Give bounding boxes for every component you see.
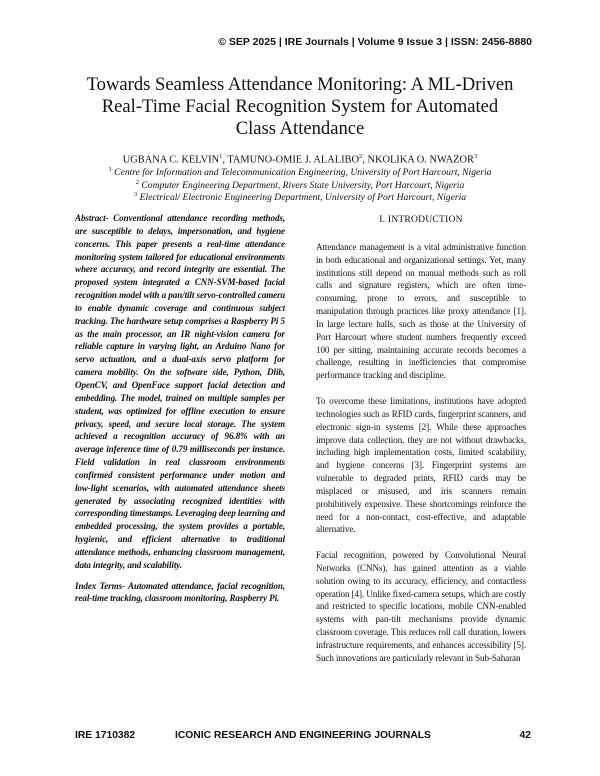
page-footer: [0, 730, 600, 744]
journal-header: © SEP 2025 | IRE Journals | Volume 9 Issue 3 | ISSN: 2456-8880: [218, 36, 532, 48]
section-heading: I. INTRODUCTION: [379, 214, 463, 225]
page-number: 42: [519, 730, 531, 741]
affiliation: [40, 189, 560, 204]
author-name: UGBANA C. KELVIN: [122, 154, 220, 166]
affiliation-sup: 1: [108, 166, 112, 173]
affiliation-sup: 3: [133, 191, 138, 198]
abstract-text: Abstract- Conventional attendance recording methods, are susceptible to delays, impersonation, and hygiene concerns. This paper presents a real-time attendance monitoring system tailored for educational environments where accuracy, and record integrity are essential. The proposed system integrated a CNN-SVM-based facial recognition model with a pan/tilt servo-controlled camera to enable dynamic coverage and continuous subject tracking. The hardware setup comprises a Raspberry Pi 5 as the main processor, an IR night-vision camera for reliable capture in varying light, an Arduino Nano for servo actuation, and a dual-axis servo platform for camera mobility. On the software side, Python, Dlib, OpenCV, and OpenFace support facial detection and embedding. The model, trained on multiple samples per student, was optimized for offline execution to ensure privacy, speed, and secure local storage. The system achieved a recognition accuracy of 96.8% with an average inference time of 0.79 milliseconds per instance. Field validation in real classroom environments confirmed consistent performance under motion and low-light scenarios, with automated attendance sheets generated by associating recognized identities with corresponding timestamps. Leveraging deep learning and embedded processing, the system provides a portable, hygienic, and efficient alternative to traditional attendance methods, enhancing classroom management, data integrity, and scalability.: [75, 213, 285, 570]
body-paragraph: Facial recognition, powered by Convolutional Neural Networks (CNNs), has gained attention as a viable solution owing to its accuracy, efficiency, and contactless operation [4]. Unlike fixed-camera setups, which are costly and restricted to specific locations, mobile CNN-enabled systems with pan-tilt mechanisms provide dynamic classroom coverage. This reduces roll call duration, lowers infrastructure requirements, and enhances accessibility [5]. Such innovations are particularly relevant in Sub-Saharan: [316, 550, 526, 663]
introduction-column: [316, 214, 526, 678]
author-sup: 3: [473, 153, 478, 160]
body-paragraph: Attendance management is a vital administrative function in both educational and organizational settings. Yet, many institutions still depend on manual methods such as roll calls and signature registers, which are often time-consuming, prone to errors, and susceptible to manipulation through practices like proxy attendance [1]. In large lecture halls, such as those at the University of Port Harcourt where student numbers frequently exceed 100 per sitting, maintaining accurate records becomes a challenge, resulting in inefficiencies that compromise performance tracking and discipline.: [316, 241, 526, 381]
affiliation-text: Centre for Information and Telecommunication Engineering, University of Port Harcourt, Nigeria: [114, 167, 492, 179]
author-name: TAMUNO-OMIE J. ALALIBO: [227, 154, 359, 166]
author-sup: 2: [359, 153, 363, 160]
paper-title: [40, 74, 560, 140]
author-sup: 1: [219, 153, 223, 160]
index-terms: Index Terms- Automated attendance, facial recognition, real-time tracking, classroom monitoring, Raspberry Pi.: [75, 580, 285, 604]
title-line: Towards Seamless Attendance Monitoring: A ML-Driven: [86, 74, 514, 95]
body-paragraph: To overcome these limitations, institutions have adopted technologies such as RFID cards, fingerprint scanners, and electronic sign-in systems [2]. While these approaches improve data collection, they are not without drawbacks, including high implementation costs, limited scalability, and hygiene concerns [3]. Fingerprint systems are vulnerable to degraded prints, RFID cards may be misplaced or misused, and iris scanners remain prohibitively expensive. These shortcomings reinforce the need for a non-contact, cost-effective, and adaptable alternative.: [316, 395, 526, 535]
affiliation-text: Computer Engineering Department, Rivers State University, Port Harcourt, Nigeria: [141, 180, 465, 192]
affiliation-sup: 2: [135, 179, 139, 186]
title-line: Real-Time Facial Recognition System for Automated: [101, 96, 499, 117]
footer-id: IRE 1710382: [75, 730, 136, 741]
author-list: UGBANA C. KELVIN$^1$, TAMUNO-OMIE J. ALALIBO$^2$, NKOLIKA O. NWAZOR$^3$: [122, 153, 478, 166]
abstract-column: [75, 212, 285, 613]
title-line: Class Attendance: [235, 118, 365, 139]
author-name: NKOLIKA O. NWAZOR: [367, 154, 474, 166]
affiliation-text: Electrical/ Electronic Engineering Department, University of Port Harcourt, Nigeria: [139, 192, 467, 204]
footer-journal-name: ICONIC RESEARCH AND ENGINEERING JOURNALS: [175, 730, 431, 741]
